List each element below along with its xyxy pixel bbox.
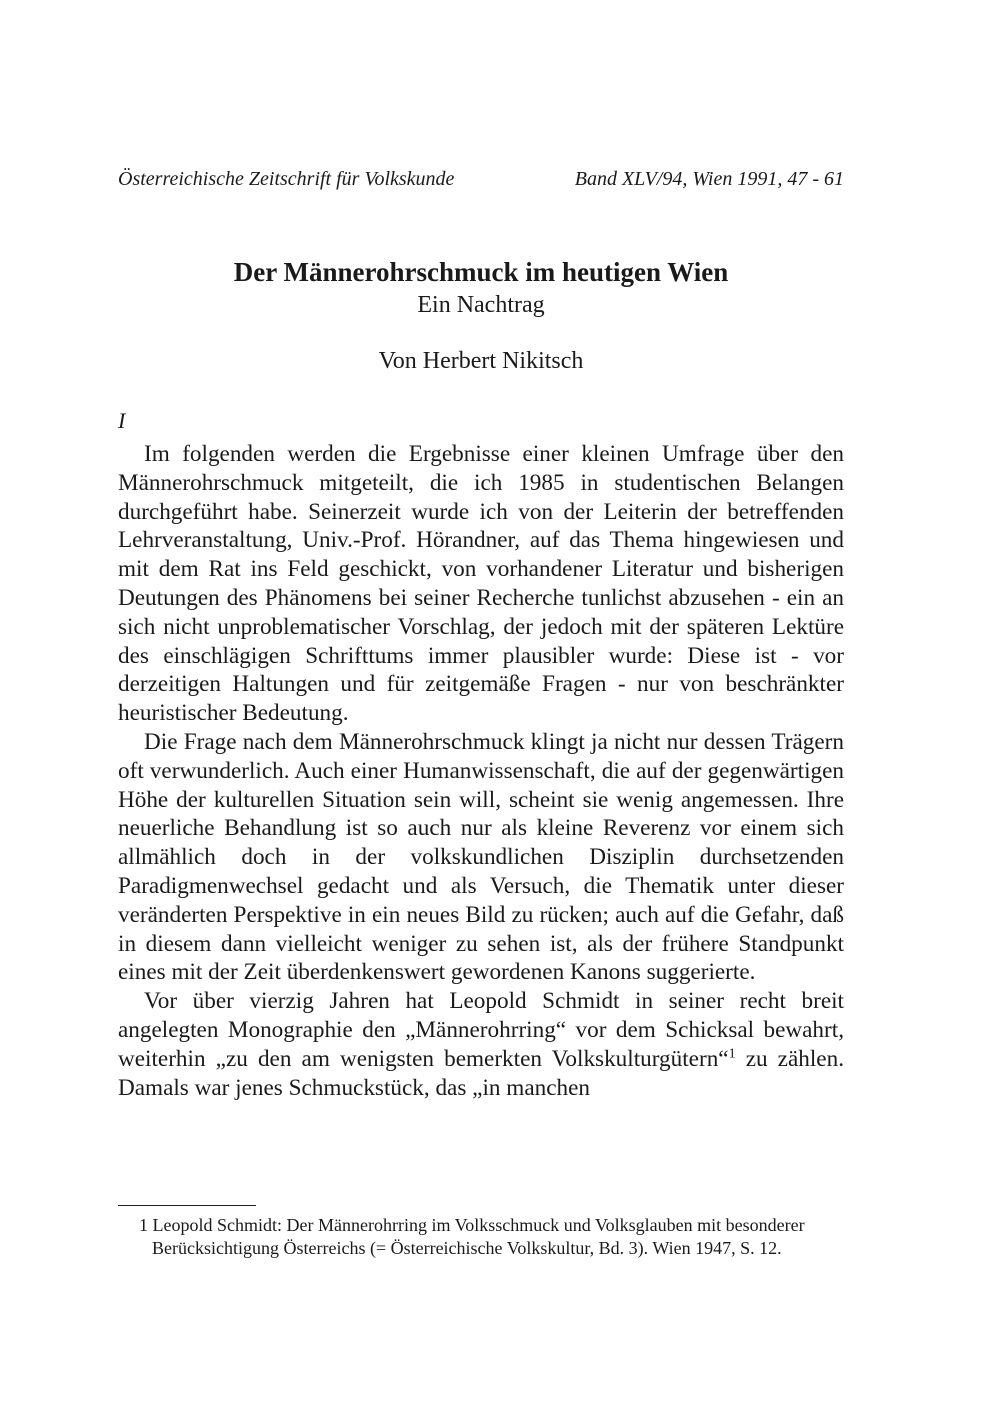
footnote-1 bbox=[139, 1214, 844, 1260]
section-number: I bbox=[118, 408, 126, 433]
body-text bbox=[118, 440, 844, 1102]
paragraph-3 bbox=[118, 987, 844, 1102]
author-byline: Von Herbert Nikitsch bbox=[378, 348, 584, 374]
paragraph-2: Die Frage nach dem Männerohrschmuck klingt ja nicht nur dessen Trägern oft verwunderlich. Auch einer Humanwissenschaft, die auf der gegenwärtigen Höhe der kulturellen Situation sein will, scheint sie wenig angemessen. Ihre neuerliche Behandlung ist so auch nur als kleine Reverenz vor einem sich allmählich doch in der volkskundlichen Disziplin durchsetzenden Paradigmenwechsel gedacht und als Versuch, die Thematik unter dieser veränderten Perspektive in ein neues Bild zu rücken; auch auf die Gefahr, daß in diesem dann vielleicht weniger zu sehen ist, als der frühere Standpunkt eines mit der Zeit überdenkenswert gewordenen Kanons suggerierte. bbox=[118, 728, 844, 986]
footnote-text: Leopold Schmidt: Der Männerohrring im Volksschmuck und Volksglauben mit besonderer Berücksichtigung Österreichs (= Österreichische Volkskultur, Bd. 3). Wien 1947, S. 12. bbox=[152, 1215, 805, 1258]
footnote-divider bbox=[118, 1205, 256, 1206]
running-head bbox=[118, 168, 844, 191]
article-subtitle: Ein Nachtrag bbox=[417, 292, 545, 318]
footnote-reference[interactable]: 1 bbox=[728, 1046, 736, 1061]
volume-info: Band XLV/94, Wien 1991, 47 - 61 bbox=[574, 168, 844, 190]
article-title: Der Männerohrschmuck im heutigen Wien bbox=[233, 257, 729, 287]
footnote-number: 1 bbox=[139, 1215, 148, 1235]
paragraph-3-text-a: Vor über vierzig Jahren hat Leopold Schmidt in seiner recht breit angelegten Monographie den „Männerohrring“ vor dem Schicksal bewahrt, weiterhin „zu den am wenigsten bemerkten Volkskulturgütern“ bbox=[118, 988, 844, 1072]
paragraph-3-text-b: zu zählen. Damals war jenes Schmuckstück, das „in manchen bbox=[118, 1045, 844, 1101]
title-block bbox=[118, 255, 844, 321]
paragraph-1: Im folgenden werden die Ergebnisse einer kleinen Umfrage über den Männerohrschmuck mitgeteilt, die ich 1985 in studentischen Belangen durchgeführt habe. Seinerzeit wurde ich von der Leiterin der betreffenden Lehrveranstaltung, Univ.-Prof. Hörandner, auf das Thema hingewiesen und mit dem Rat ins Feld geschickt, von vorhandener Literatur und bisherigen Deutungen des Phänomens bei seiner Recherche tunlichst abzusehen - ein an sich nicht unproblematischer Vorschlag, der jedoch mit der späteren Lektüre des einschlägigen Schrifttums immer plausibler wurde: Diese ist - vor derzeitigen Haltungen und für zeitgemäße Fragen - nur von beschränkter heuristischer Bedeutung. bbox=[118, 441, 844, 727]
journal-name: Österreichische Zeitschrift für Volkskunde bbox=[118, 168, 455, 190]
